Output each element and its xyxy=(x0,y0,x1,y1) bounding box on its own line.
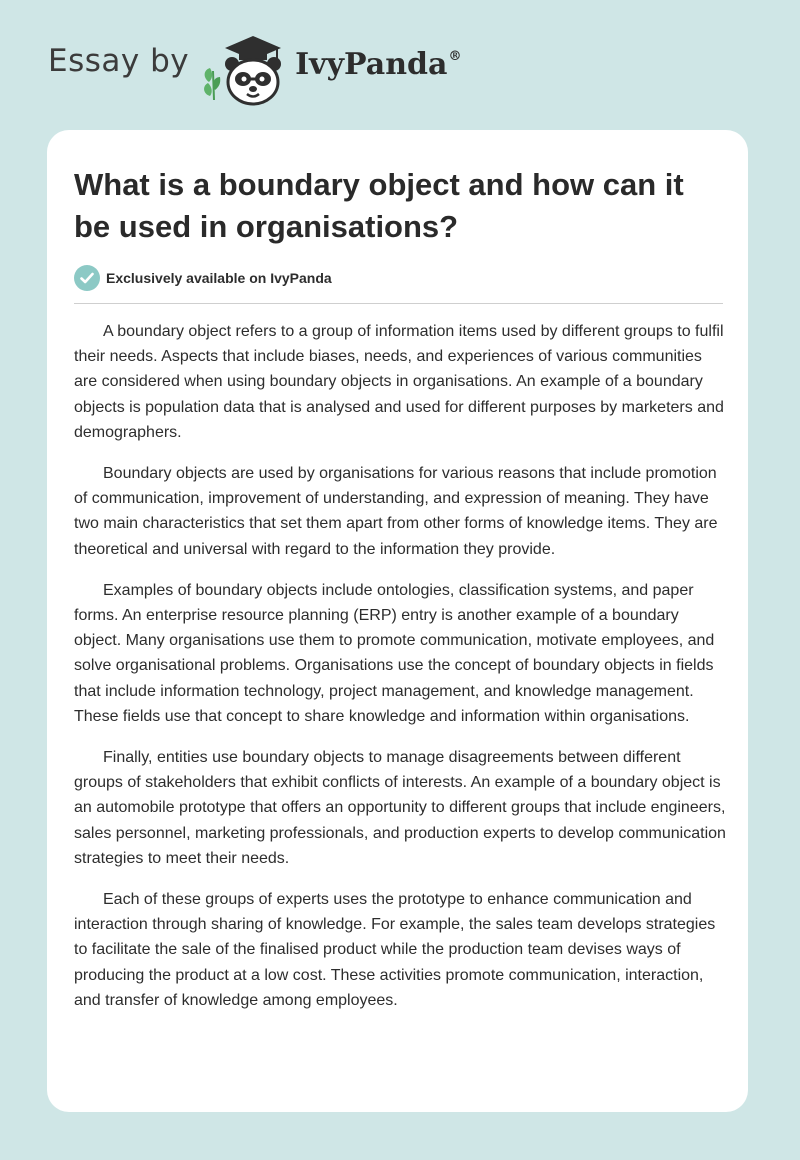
essay-paragraph: Finally, entities use boundary objects to manage disagreements between different groups of stakeholders that exhibit conflicts of interests. An example of a boundary object is an automobile prototype that offers an opportunity to different groups that include engineers, sales personnel, marketing professionals, and production experts to develop communication strategies to meet their needs. xyxy=(74,749,726,867)
exclusive-badge xyxy=(74,265,332,291)
essay-title: What is a boundary object and how can it be used in organisations? xyxy=(74,167,684,244)
essay-body xyxy=(74,319,726,1029)
essay-by-label: Essay by xyxy=(48,43,190,79)
site-header xyxy=(48,28,460,108)
essay-paragraph: Boundary objects are used by organisations for various reasons that include promotion of communication, improvement of understanding, and expression of meaning. They have two main characteristics that set them apart from other forms of knowledge items. They are theoretical and universal with regard to the information they provide. xyxy=(74,465,718,558)
brand-name: IvyPanda® xyxy=(295,46,462,82)
essay-paragraph: Examples of boundary objects include ontologies, classification systems, and paper forms. An enterprise resource planning (ERP) entry is another example of a boundary object. Many organisations use them to promote communication, motivate employees, and solve organisational problems. Organisations use the concept of boundary objects in fields that include information technology, project management, and knowledge management. These fields use that concept to share knowledge and information within organisations. xyxy=(74,581,715,725)
panda-graduate-logo-icon xyxy=(201,26,289,111)
exclusive-badge-text: Exclusively available on IvyPanda xyxy=(106,270,332,286)
essay-card xyxy=(47,130,748,1112)
essay-paragraph: A boundary object refers to a group of information items used by different groups to fulfil their needs. Aspects that include biases, needs, and experiences of various communities are considered when using boundary objects in organisations. An example of a boundary objects is population data that is analysed and used for different purposes by marketers and demographers. xyxy=(74,323,724,441)
ivypanda-logo-link[interactable] xyxy=(201,26,460,111)
essay-paragraph: Each of these groups of experts uses the prototype to enhance communication and interaction through sharing of knowledge. For example, the sales team develops strategies to facilitate the sale of the finalised product while the production team devises ways of producing the product at a low cost. These activities promote communication, interaction, and transfer of knowledge among employees. xyxy=(74,891,716,1009)
check-circle-icon xyxy=(74,265,100,291)
title-divider xyxy=(74,303,723,304)
registered-mark: ® xyxy=(448,48,462,64)
